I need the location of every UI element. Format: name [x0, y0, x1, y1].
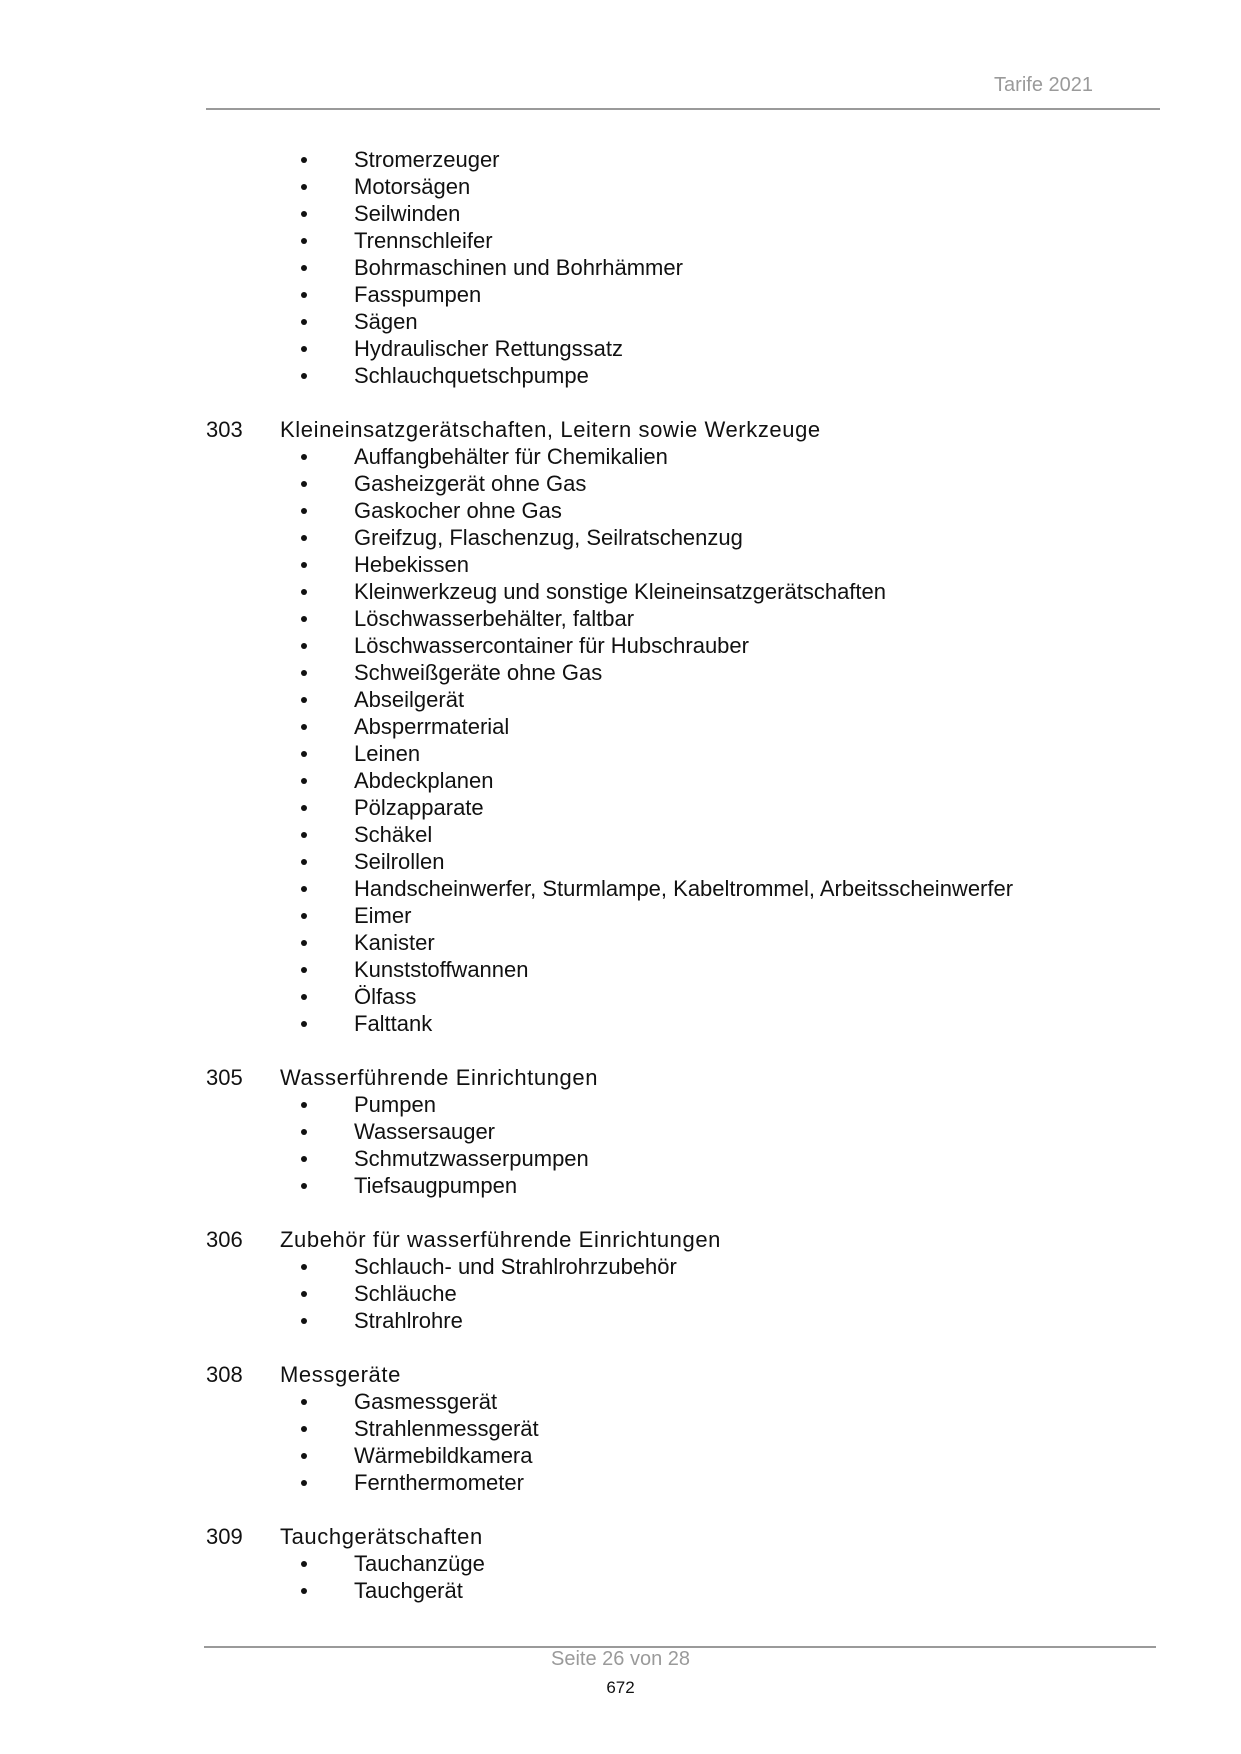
list-item-text: Handscheinwerfer, Sturmlampe, Kabeltrommel, Arbeitsscheinwerfer: [354, 876, 1014, 901]
section-heading: [206, 1361, 1160, 1388]
list-item: [206, 578, 1160, 605]
list-item-text: Auffangbehälter für Chemikalien: [354, 444, 668, 469]
list-item-text: Strahlrohre: [354, 1308, 463, 1333]
bullet-icon: [301, 859, 307, 865]
list-item-text: Löschwasserbehälter, faltbar: [354, 606, 635, 631]
list-item: [206, 767, 1160, 794]
list-item-text: Gaskocher ohne Gas: [354, 498, 562, 523]
bullet-icon: [301, 1102, 307, 1108]
header-rule: [206, 108, 1160, 110]
list-item-text: Abseilgerät: [354, 687, 465, 712]
section-heading: [206, 1064, 1160, 1091]
section-heading: [206, 416, 1160, 443]
list-item: [206, 254, 1160, 281]
list-item-text: Leinen: [354, 741, 421, 766]
list-item: [206, 335, 1160, 362]
section-number: 309: [206, 1524, 243, 1549]
bullet-icon: [301, 535, 307, 541]
list-item: [206, 1442, 1160, 1469]
bullet-icon: [301, 940, 307, 946]
list-item: [206, 1253, 1160, 1280]
section-306: [206, 1226, 1160, 1334]
list-item-text: Abdeckplanen: [354, 768, 494, 793]
bullet-icon: [301, 346, 307, 352]
bullet-icon: [301, 778, 307, 784]
bullet-icon: [301, 697, 307, 703]
list-item-text: Schläuche: [354, 1281, 457, 1306]
list-item: [206, 848, 1160, 875]
section-number: 306: [206, 1227, 243, 1252]
section-number: 305: [206, 1065, 243, 1090]
list-item: [206, 659, 1160, 686]
list-item-text: Wassersauger: [354, 1119, 496, 1144]
bullet-icon: [301, 1561, 307, 1567]
bullet-icon: [301, 508, 307, 514]
bullet-icon: [301, 1291, 307, 1297]
list-item: [206, 605, 1160, 632]
list-item-text: Stromerzeuger: [354, 147, 500, 172]
list-item: [206, 740, 1160, 767]
list-item: [206, 983, 1160, 1010]
header-title: Tarife 2021: [994, 74, 1093, 96]
list-item-text: Hydraulischer Rettungssatz: [354, 336, 624, 361]
section-number: 303: [206, 417, 243, 442]
list-item-text: Schweißgeräte ohne Gas: [354, 660, 603, 685]
list-item: [206, 1145, 1160, 1172]
section-number: 308: [206, 1362, 243, 1387]
bullet-icon: [301, 1183, 307, 1189]
bullet-icon: [301, 751, 307, 757]
bullet-icon: [301, 724, 307, 730]
list-item-text: Kunststoffwannen: [354, 957, 529, 982]
bullet-icon: [301, 265, 307, 271]
section-305: [206, 1064, 1160, 1199]
section-items: [206, 1091, 1160, 1199]
section-items: [206, 443, 1160, 1037]
bullet-icon: [301, 481, 307, 487]
list-item-text: Wärmebildkamera: [354, 1443, 533, 1468]
list-item: [206, 1577, 1160, 1604]
list-item-text: Greifzug, Flaschenzug, Seilratschenzug: [354, 525, 743, 550]
bullet-icon: [301, 1453, 307, 1459]
bullet-icon: [301, 184, 307, 190]
list-item: [206, 686, 1160, 713]
list-item: [206, 794, 1160, 821]
list-item-text: Pumpen: [354, 1092, 436, 1117]
list-item: [206, 713, 1160, 740]
bullet-icon: [301, 670, 307, 676]
list-item-text: Tauchgerät: [354, 1578, 463, 1603]
list-item: [206, 497, 1160, 524]
section-items: [206, 1388, 1160, 1496]
bullet-icon: [301, 886, 307, 892]
list-item: [206, 173, 1160, 200]
list-item: [206, 1118, 1160, 1145]
bullet-icon: [301, 616, 307, 622]
list-item: [206, 956, 1160, 983]
list-item-text: Fasspumpen: [354, 282, 482, 307]
list-item: [206, 875, 1160, 902]
list-item-text: Tiefsaugpumpen: [354, 1173, 518, 1198]
list-item-text: Falttank: [354, 1011, 433, 1036]
list-item: [206, 1172, 1160, 1199]
list-item: [206, 200, 1160, 227]
bullet-icon: [301, 157, 307, 163]
list-item-text: Schlauch- und Strahlrohrzubehör: [354, 1254, 677, 1279]
bullet-icon: [301, 994, 307, 1000]
list-item-text: Schäkel: [354, 822, 433, 847]
section-title: Wasserführende Einrichtungen: [280, 1065, 599, 1090]
bullet-icon: [301, 1021, 307, 1027]
list-item-text: Seilwinden: [354, 201, 461, 226]
section-items: [206, 1253, 1160, 1334]
list-item: [206, 551, 1160, 578]
list-item: [206, 443, 1160, 470]
list-item: [206, 632, 1160, 659]
list-item: [206, 1307, 1160, 1334]
bullet-icon: [301, 292, 307, 298]
list-item-text: Absperrmaterial: [354, 714, 510, 739]
section-title: Tauchgerätschaften: [280, 1524, 483, 1549]
bullet-icon: [301, 454, 307, 460]
bullet-icon: [301, 373, 307, 379]
bullet-icon: [301, 1156, 307, 1162]
list-item-text: Schlauchquetschpumpe: [354, 363, 589, 388]
list-item-text: Löschwassercontainer für Hubschrauber: [354, 633, 749, 658]
section-309: [206, 1523, 1160, 1604]
footer-page-label: Seite 26 von 28: [551, 1648, 690, 1670]
bullet-icon: [301, 913, 307, 919]
section-heading: [206, 1523, 1160, 1550]
list-item: [206, 1010, 1160, 1037]
footer-page-number: 672: [606, 1678, 635, 1697]
bullet-icon: [301, 1264, 307, 1270]
list-item-text: Tauchanzüge: [354, 1551, 485, 1576]
list-item: [206, 281, 1160, 308]
section-title: Zubehör für wasserführende Einrichtungen: [280, 1227, 722, 1252]
list-item-text: Bohrmaschinen und Bohrhämmer: [354, 255, 683, 280]
bullet-icon: [301, 589, 307, 595]
bullet-icon: [301, 211, 307, 217]
list-item: [206, 902, 1160, 929]
list-item: [206, 1415, 1160, 1442]
list-item: [206, 1469, 1160, 1496]
list-item-text: Eimer: [354, 903, 412, 928]
list-item: [206, 524, 1160, 551]
list-item-text: Hebekissen: [354, 552, 469, 577]
section-title: Kleineinsatzgerätschaften, Leitern sowie Werkzeuge: [280, 417, 821, 442]
list-item-text: Gasmessgerät: [354, 1389, 498, 1414]
intro-list: [206, 146, 1160, 389]
bullet-icon: [301, 832, 307, 838]
list-item: [206, 362, 1160, 389]
list-item: [206, 227, 1160, 254]
section-items: [206, 1550, 1160, 1604]
list-item: [206, 308, 1160, 335]
bullet-icon: [301, 967, 307, 973]
bullet-icon: [301, 1129, 307, 1135]
list-item: [206, 1388, 1160, 1415]
list-item: [206, 929, 1160, 956]
section-308: [206, 1361, 1160, 1496]
list-item-text: Sägen: [354, 309, 418, 334]
list-item-text: Trennschleifer: [354, 228, 493, 253]
list-item-text: Kanister: [354, 930, 435, 955]
list-item: [206, 146, 1160, 173]
bullet-icon: [301, 562, 307, 568]
list-item-text: Seilrollen: [354, 849, 445, 874]
list-item-text: Kleinwerkzeug und sonstige Kleineinsatzgerätschaften: [354, 579, 886, 604]
section-title: Messgeräte: [280, 1362, 401, 1387]
section-303: [206, 416, 1160, 1037]
bullet-icon: [301, 1588, 307, 1594]
bullet-icon: [301, 1318, 307, 1324]
bullet-icon: [301, 643, 307, 649]
bullet-icon: [301, 805, 307, 811]
list-item: [206, 1091, 1160, 1118]
list-item-text: Fernthermometer: [354, 1470, 524, 1495]
document-body: [206, 146, 1160, 1604]
section-heading: [206, 1226, 1160, 1253]
bullet-icon: [301, 1426, 307, 1432]
sections: [206, 416, 1160, 1604]
bullet-icon: [301, 1399, 307, 1405]
list-item-text: Ölfass: [354, 984, 417, 1009]
list-item: [206, 470, 1160, 497]
list-item: [206, 1550, 1160, 1577]
bullet-icon: [301, 319, 307, 325]
list-item-text: Schmutzwasserpumpen: [354, 1146, 589, 1171]
list-item-text: Motorsägen: [354, 174, 471, 199]
bullet-icon: [301, 238, 307, 244]
list-item: [206, 821, 1160, 848]
list-item: [206, 1280, 1160, 1307]
list-item-text: Pölzapparate: [354, 795, 484, 820]
bullet-icon: [301, 1480, 307, 1486]
list-item-text: Strahlenmessgerät: [354, 1416, 539, 1441]
list-item-text: Gasheizgerät ohne Gas: [354, 471, 587, 496]
